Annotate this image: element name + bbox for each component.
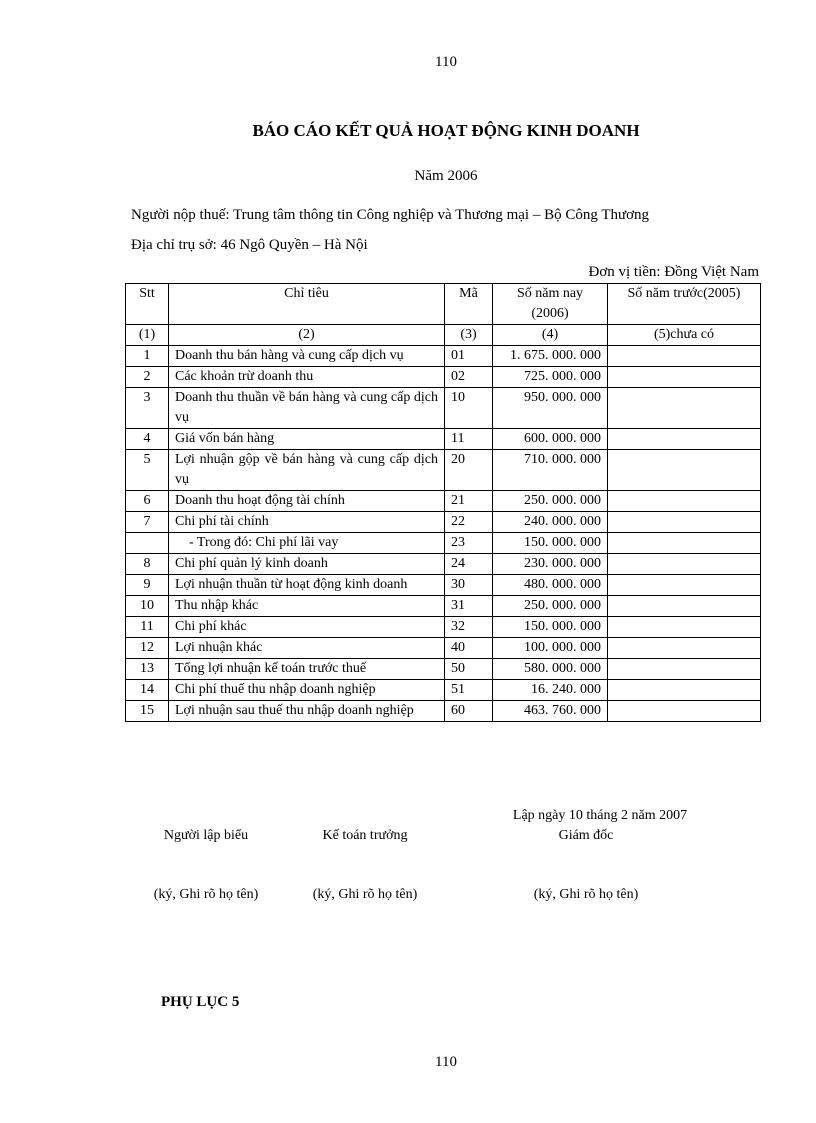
row-current-value: 580. 000. 000 — [493, 659, 608, 680]
row-stt: 4 — [126, 429, 169, 450]
table-row — [126, 575, 761, 596]
row-previous-value — [608, 512, 761, 533]
row-current-value: 463. 760. 000 — [493, 701, 608, 722]
row-indicator: Chi phí khác — [169, 617, 445, 638]
row-previous-value — [608, 450, 761, 491]
row-previous-value — [608, 346, 761, 367]
row-indicator: Thu nhập khác — [169, 596, 445, 617]
row-code: 20 — [445, 450, 493, 491]
table-row — [126, 429, 761, 450]
colnum-code: (3) — [445, 325, 493, 346]
row-previous-value — [608, 429, 761, 450]
appendix-label: PHỤ LỤC 5 — [161, 994, 240, 1010]
row-previous-value — [608, 388, 761, 429]
row-indicator: Chi phí thuế thu nhập doanh nghiệp — [169, 680, 445, 701]
colnum-previous: (5)chưa có — [608, 325, 761, 346]
table-row — [126, 533, 761, 554]
row-current-value: 150. 000. 000 — [493, 533, 608, 554]
signature-chief-accountant-note: (ký, Ghi rõ họ tên) — [312, 887, 418, 902]
row-indicator: Chi phí tài chính — [169, 512, 445, 533]
row-current-value: 250. 000. 000 — [493, 491, 608, 512]
report-title: BÁO CÁO KẾT QUẢ HOẠT ĐỘNG KINH DOANH — [252, 121, 640, 140]
row-previous-value — [608, 491, 761, 512]
row-indicator: Lợi nhuận sau thuế thu nhập doanh nghiệp — [169, 701, 445, 722]
row-code: 32 — [445, 617, 493, 638]
row-previous-value — [608, 638, 761, 659]
row-indicator: Tổng lợi nhuận kế toán trước thuế — [169, 659, 445, 680]
row-indicator: Doanh thu bán hàng và cung cấp dịch vụ — [169, 346, 445, 367]
row-stt: 12 — [126, 638, 169, 659]
table-row — [126, 617, 761, 638]
row-stt — [126, 533, 169, 554]
row-previous-value — [608, 659, 761, 680]
row-code: 31 — [445, 596, 493, 617]
signature-director-title: Giám đốc — [558, 828, 614, 843]
row-current-value: 710. 000. 000 — [493, 450, 608, 491]
row-stt: 13 — [126, 659, 169, 680]
row-code: 10 — [445, 388, 493, 429]
header-row — [126, 284, 761, 325]
header-current-year: Số năm nay (2006) — [493, 284, 608, 325]
table-row — [126, 491, 761, 512]
row-indicator: Giá vốn bán hàng — [169, 429, 445, 450]
page-number-top: 110 — [435, 54, 457, 70]
report-date-line: Lập ngày 10 tháng 2 năm 2007 — [512, 808, 688, 823]
row-previous-value — [608, 617, 761, 638]
taxpayer-line: Người nộp thuế: Trung tâm thông tin Công nghiệp và Thương mại – Bộ Công Thương — [131, 207, 650, 223]
row-stt: 7 — [126, 512, 169, 533]
row-indicator: Các khoản trừ doanh thu — [169, 367, 445, 388]
colnum-indicator: (2) — [169, 325, 445, 346]
row-current-value: 600. 000. 000 — [493, 429, 608, 450]
table-row — [126, 554, 761, 575]
row-indicator: Doanh thu thuần về bán hàng và cung cấp dịch vụ — [169, 388, 445, 429]
signature-director-note: (ký, Ghi rõ họ tên) — [533, 887, 639, 902]
header-indicator: Chỉ tiêu — [169, 284, 445, 325]
row-current-value: 725. 000. 000 — [493, 367, 608, 388]
table-row — [126, 701, 761, 722]
table-row — [126, 596, 761, 617]
row-stt: 9 — [126, 575, 169, 596]
colnum-stt: (1) — [126, 325, 169, 346]
row-code: 30 — [445, 575, 493, 596]
row-indicator: Lợi nhuận thuần từ hoạt động kinh doanh — [169, 575, 445, 596]
row-stt: 8 — [126, 554, 169, 575]
header-previous-year: Số năm trước(2005) — [608, 284, 761, 325]
row-stt: 3 — [126, 388, 169, 429]
row-code: 51 — [445, 680, 493, 701]
row-code: 40 — [445, 638, 493, 659]
row-current-value: 250. 000. 000 — [493, 596, 608, 617]
row-indicator: Lợi nhuận khác — [169, 638, 445, 659]
row-current-value: 240. 000. 000 — [493, 512, 608, 533]
row-current-value: 950. 000. 000 — [493, 388, 608, 429]
header-code: Mã — [445, 284, 493, 325]
row-indicator: Chi phí quản lý kinh doanh — [169, 554, 445, 575]
row-code: 24 — [445, 554, 493, 575]
row-code: 50 — [445, 659, 493, 680]
row-previous-value — [608, 680, 761, 701]
row-indicator: Doanh thu hoạt động tài chính — [169, 491, 445, 512]
row-previous-value — [608, 701, 761, 722]
row-indicator: Lợi nhuận gộp về bán hàng và cung cấp dịch vụ — [169, 450, 445, 491]
row-stt: 2 — [126, 367, 169, 388]
report-year: Năm 2006 — [414, 168, 478, 184]
table-row — [126, 680, 761, 701]
colnum-current: (4) — [493, 325, 608, 346]
row-code: 23 — [445, 533, 493, 554]
row-previous-value — [608, 575, 761, 596]
row-current-value: 16. 240. 000 — [493, 680, 608, 701]
row-code: 02 — [445, 367, 493, 388]
row-code: 21 — [445, 491, 493, 512]
row-previous-value — [608, 533, 761, 554]
currency-unit: Đơn vị tiền: Đồng Việt Nam — [588, 264, 759, 280]
row-code: 11 — [445, 429, 493, 450]
table-row — [126, 638, 761, 659]
table-row — [126, 450, 761, 491]
row-stt: 1 — [126, 346, 169, 367]
row-current-value: 1. 675. 000. 000 — [493, 346, 608, 367]
row-stt: 5 — [126, 450, 169, 491]
table-row — [126, 388, 761, 429]
row-code: 60 — [445, 701, 493, 722]
table-row — [126, 659, 761, 680]
row-current-value: 150. 000. 000 — [493, 617, 608, 638]
row-stt: 11 — [126, 617, 169, 638]
signature-preparer-title: Người lập biểu — [163, 828, 249, 843]
row-stt: 14 — [126, 680, 169, 701]
row-code: 22 — [445, 512, 493, 533]
table-row — [126, 512, 761, 533]
row-previous-value — [608, 596, 761, 617]
table-row — [126, 367, 761, 388]
row-stt: 15 — [126, 701, 169, 722]
page-number-bottom: 110 — [435, 1054, 457, 1070]
address-line: Địa chỉ trụ sở: 46 Ngô Quyền – Hà Nội — [131, 237, 368, 253]
row-current-value: 230. 000. 000 — [493, 554, 608, 575]
row-code: 01 — [445, 346, 493, 367]
income-statement-table — [125, 283, 761, 722]
row-stt: 10 — [126, 596, 169, 617]
row-current-value: 100. 000. 000 — [493, 638, 608, 659]
row-previous-value — [608, 554, 761, 575]
row-current-value: 480. 000. 000 — [493, 575, 608, 596]
table-row — [126, 346, 761, 367]
signature-preparer-note: (ký, Ghi rõ họ tên) — [153, 887, 259, 902]
row-previous-value — [608, 367, 761, 388]
column-number-row — [126, 325, 761, 346]
row-stt: 6 — [126, 491, 169, 512]
header-stt: Stt — [126, 284, 169, 325]
signature-chief-accountant-title: Kế toán trưởng — [322, 828, 408, 843]
row-indicator: - Trong đó: Chi phí lãi vay — [169, 533, 445, 554]
